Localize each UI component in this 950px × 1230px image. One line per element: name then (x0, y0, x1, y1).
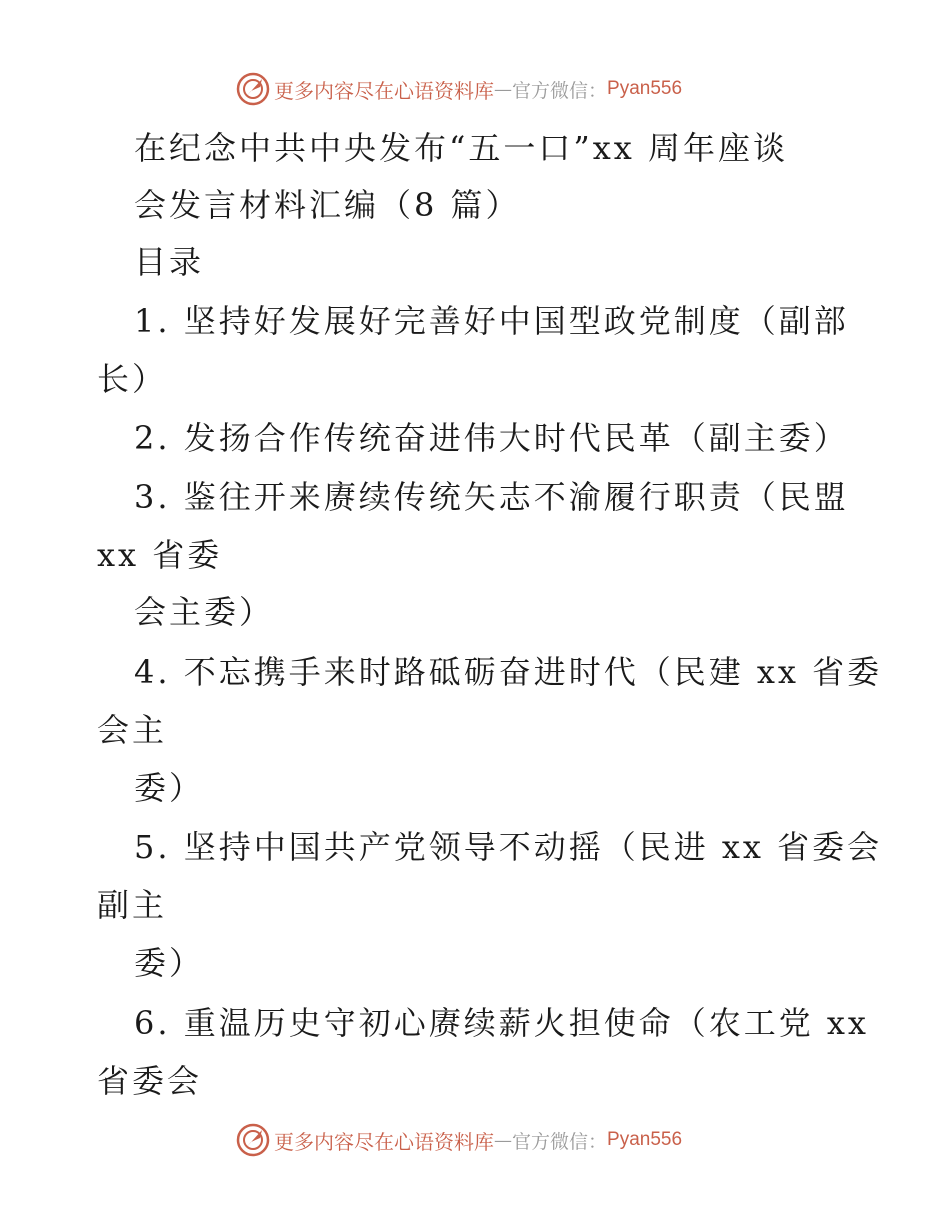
toc-line: 1. 坚持好发展好完善好中国型政党制度（副部 (134, 302, 849, 340)
toc-line: 2. 发扬合作传统奋进伟大时代民革（副主委） (134, 419, 849, 457)
watermark-handle: Pyan556 (607, 1129, 683, 1150)
footer-watermark (236, 1123, 682, 1157)
toc-line: 委） (134, 769, 205, 807)
watermark-dash: — (494, 78, 512, 100)
document-title-line-2: 会发言材料汇编（8 篇） (134, 186, 521, 224)
toc-line: 长） (97, 360, 168, 398)
toc-heading: 目录 (134, 243, 205, 281)
watermark-contact-label: 官方微信： (512, 79, 608, 102)
toc-line: xx 省委 (97, 536, 223, 574)
toc-line: 副主 (97, 886, 168, 924)
toc-line: 会主 (97, 711, 168, 749)
toc-line: 3. 鉴往开来赓续传统矢志不渝履行职责（民盟 (134, 478, 849, 516)
toc-line: 6. 重温历史守初心赓续薪火担使命（农工党 xx (134, 1004, 869, 1042)
toc-line: 5. 坚持中国共产党领导不动摇（民进 xx 省委会 (134, 828, 883, 866)
toc-line: 会主委） (134, 593, 275, 631)
toc-line: 4. 不忘携手来时路砥砺奋进时代（民建 xx 省委 (134, 653, 883, 691)
quill-logo-icon (236, 72, 270, 106)
header-watermark (236, 72, 682, 106)
toc-line: 省委会 (97, 1062, 203, 1100)
toc-line: 委） (134, 944, 205, 982)
watermark-site-text: 更多内容尽在心语资料库 (274, 78, 494, 103)
watermark-dash: — (494, 1129, 512, 1151)
watermark-site-text: 更多内容尽在心语资料库 (274, 1129, 494, 1154)
document-title-line-1: 在纪念中共中央发布“五一口”xx 周年座谈 (134, 129, 788, 167)
watermark-contact-label: 官方微信： (512, 1130, 608, 1153)
watermark-handle: Pyan556 (607, 78, 683, 99)
quill-logo-icon (236, 1123, 270, 1157)
